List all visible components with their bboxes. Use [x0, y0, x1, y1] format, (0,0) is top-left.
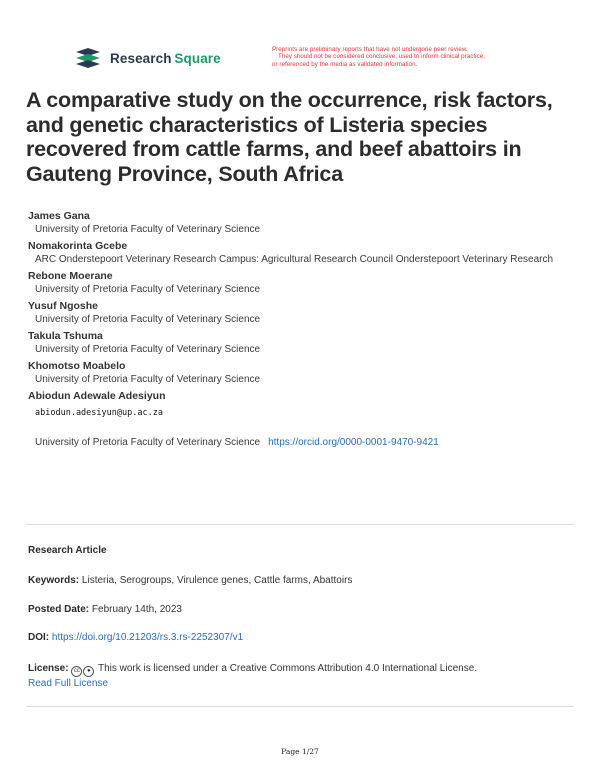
divider	[26, 524, 574, 525]
author-affiliation: University of Pretoria Faculty of Veterinary Science	[35, 344, 261, 355]
preprint-notice-line: They should not be considered conclusive, used to inform clinical practice,	[278, 53, 486, 61]
author-affiliation: University of Pretoria Faculty of Veterinary Science	[35, 374, 261, 385]
license-row	[28, 662, 576, 691]
author-entry	[28, 270, 576, 296]
orcid-link[interactable]: https://orcid.org/0000-0001-9470-9421	[268, 437, 439, 448]
author-name: Abiodun Adewale Adesiyun	[28, 390, 166, 402]
divider	[26, 706, 574, 707]
doi-row	[28, 632, 576, 643]
posted-date-row	[28, 604, 576, 615]
page-number: Page 1/27	[281, 747, 319, 756]
research-square-logo[interactable]	[74, 47, 221, 69]
license-label: License:	[28, 663, 69, 674]
author-name: Khomotso Moabelo	[28, 360, 126, 372]
author-affiliation: University of Pretoria Faculty of Veterinary Science	[35, 224, 261, 235]
author-list	[28, 210, 576, 453]
license-text: This work is licensed under a Creative Commons Attribution 4.0 International License.	[97, 663, 478, 674]
author-entry	[28, 240, 576, 266]
author-affiliation: University of Pretoria Faculty of Veterinary Science	[35, 314, 261, 325]
preprint-notice	[272, 46, 562, 68]
keywords-label: Keywords:	[28, 575, 80, 586]
preprint-notice-line: or referenced by the media as validated information.	[272, 60, 418, 68]
author-entry	[28, 330, 576, 356]
keywords-value: Listeria, Serogroups, Virulence genes, Cattle farms, Abattoirs	[81, 575, 353, 586]
author-affiliation: University of Pretoria Faculty of Veterinary Science	[35, 284, 261, 295]
research-square-logo-icon	[74, 47, 102, 69]
doi-link[interactable]: https://doi.org/10.21203/rs.3.rs-2252307/v1	[51, 632, 244, 643]
author-name: James Gana	[28, 210, 90, 222]
author-name: Nomakorinta Gcebe	[28, 240, 128, 252]
author-affiliation	[28, 436, 576, 449]
article-type	[28, 545, 576, 556]
preprint-notice-line: Preprints are preliminary reports that have not undergone peer review.	[272, 46, 468, 53]
logo-wordmark: Research Square	[110, 50, 221, 66]
author-entry	[28, 390, 576, 449]
author-entry	[28, 300, 576, 326]
author-entry	[28, 210, 576, 236]
read-full-license-link[interactable]: Read Full License	[28, 678, 109, 689]
author-affiliation-text: University of Pretoria Faculty of Veterinary Science	[35, 437, 261, 448]
author-name: Yusuf Ngoshe	[28, 300, 99, 312]
paper-title: A comparative study on the occurrence, risk factors, and genetic characteristics of Listeria species recovered from cattle farms, and beef abattoirs in Gauteng Province, South Africa	[26, 88, 553, 186]
author-name: Rebone Moerane	[28, 270, 113, 282]
posted-date-label: Posted Date:	[28, 604, 90, 615]
author-affiliation: ARC Onderstepoort Veterinary Research Campus: Agricultural Research Council Onderstepoort Veterinary Research	[35, 254, 554, 265]
doi-label: DOI:	[28, 632, 50, 643]
cc-icon: cc	[71, 666, 82, 677]
author-email[interactable]: abiodun.adesiyun@up.ac.za	[35, 408, 163, 418]
article-type-label: Research Article	[28, 545, 107, 556]
author-entry	[28, 360, 576, 386]
posted-date-value: February 14th, 2023	[91, 604, 182, 615]
cc-by-icon: ●	[83, 666, 94, 677]
author-name: Takula Tshuma	[28, 330, 103, 342]
keywords-row	[28, 575, 576, 586]
